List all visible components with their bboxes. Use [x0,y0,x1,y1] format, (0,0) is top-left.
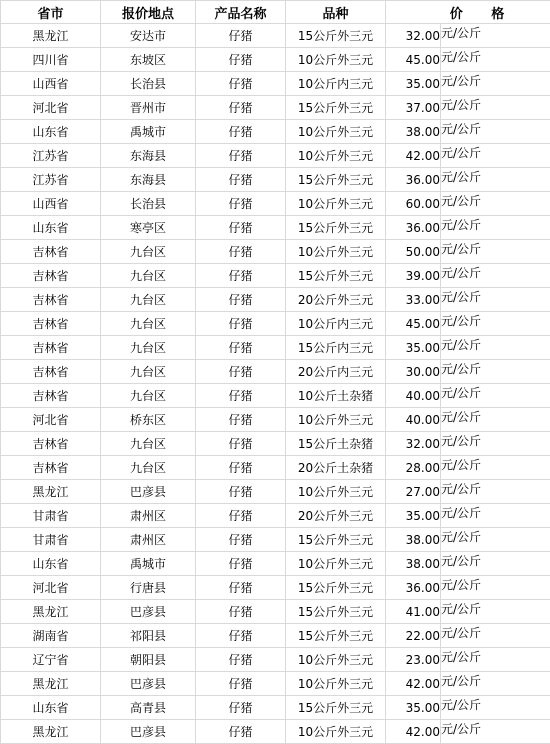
cell-unit: 元/公斤 [441,648,550,672]
cell-location: 巴彦县 [101,480,196,504]
cell-variety: 15公斤外三元 [286,600,386,624]
table-row [1,264,550,288]
cell-unit: 元/公斤 [441,264,550,288]
cell-price: 42.00 [386,720,441,744]
cell-unit: 元/公斤 [441,672,550,696]
cell-price: 45.00 [386,48,441,72]
cell-unit: 元/公斤 [441,72,550,96]
cell-location: 九台区 [101,288,196,312]
table-row [1,144,550,168]
cell-variety: 20公斤外三元 [286,504,386,528]
cell-variety: 10公斤外三元 [286,648,386,672]
cell-province: 吉林省 [1,336,101,360]
cell-province: 甘肃省 [1,528,101,552]
cell-variety: 15公斤土杂猪 [286,432,386,456]
cell-variety: 15公斤外三元 [286,696,386,720]
table-row [1,624,550,648]
header-province: 省市 [1,1,101,24]
cell-unit: 元/公斤 [441,624,550,648]
cell-unit: 元/公斤 [441,432,550,456]
cell-product: 仔猪 [196,432,286,456]
cell-product: 仔猪 [196,216,286,240]
cell-variety: 10公斤外三元 [286,240,386,264]
cell-product: 仔猪 [196,480,286,504]
table-row [1,648,550,672]
cell-province: 吉林省 [1,384,101,408]
cell-unit: 元/公斤 [441,696,550,720]
cell-location: 东海县 [101,144,196,168]
table-row [1,408,550,432]
cell-province: 吉林省 [1,432,101,456]
cell-province: 吉林省 [1,456,101,480]
cell-product: 仔猪 [196,408,286,432]
cell-province: 河北省 [1,408,101,432]
cell-unit: 元/公斤 [441,192,550,216]
cell-unit: 元/公斤 [441,240,550,264]
table-row [1,504,550,528]
cell-variety: 15公斤外三元 [286,96,386,120]
cell-unit: 元/公斤 [441,168,550,192]
cell-unit: 元/公斤 [441,144,550,168]
cell-price: 60.00 [386,192,441,216]
table-row [1,384,550,408]
cell-unit: 元/公斤 [441,288,550,312]
cell-province: 吉林省 [1,360,101,384]
table-row [1,168,550,192]
cell-location: 长治县 [101,192,196,216]
table-row [1,216,550,240]
cell-price: 35.00 [386,336,441,360]
cell-province: 山西省 [1,192,101,216]
cell-price: 37.00 [386,96,441,120]
cell-price: 27.00 [386,480,441,504]
cell-variety: 15公斤外三元 [286,168,386,192]
cell-variety: 10公斤外三元 [286,408,386,432]
table-row [1,312,550,336]
cell-province: 吉林省 [1,288,101,312]
table-row [1,456,550,480]
cell-province: 吉林省 [1,240,101,264]
cell-price: 28.00 [386,456,441,480]
cell-province: 辽宁省 [1,648,101,672]
header-price: 价 格 [386,1,550,24]
cell-unit: 元/公斤 [441,528,550,552]
cell-variety: 10公斤外三元 [286,552,386,576]
cell-product: 仔猪 [196,312,286,336]
cell-province: 河北省 [1,576,101,600]
cell-province: 四川省 [1,48,101,72]
cell-product: 仔猪 [196,72,286,96]
cell-price: 50.00 [386,240,441,264]
cell-product: 仔猪 [196,648,286,672]
table-row [1,672,550,696]
cell-unit: 元/公斤 [441,120,550,144]
cell-product: 仔猪 [196,48,286,72]
cell-product: 仔猪 [196,96,286,120]
cell-price: 22.00 [386,624,441,648]
cell-location: 九台区 [101,336,196,360]
cell-province: 山东省 [1,552,101,576]
cell-location: 九台区 [101,312,196,336]
cell-variety: 15公斤外三元 [286,24,386,48]
header-row [1,1,550,24]
cell-unit: 元/公斤 [441,480,550,504]
cell-province: 山西省 [1,72,101,96]
cell-variety: 10公斤外三元 [286,144,386,168]
cell-product: 仔猪 [196,192,286,216]
table-row [1,720,550,744]
cell-variety: 10公斤外三元 [286,192,386,216]
cell-province: 吉林省 [1,312,101,336]
cell-variety: 10公斤内三元 [286,72,386,96]
table-row [1,360,550,384]
table-row [1,336,550,360]
cell-province: 黑龙江 [1,600,101,624]
cell-price: 35.00 [386,504,441,528]
cell-variety: 20公斤土杂猪 [286,456,386,480]
cell-price: 40.00 [386,408,441,432]
cell-location: 九台区 [101,240,196,264]
table-row [1,48,550,72]
cell-unit: 元/公斤 [441,552,550,576]
cell-product: 仔猪 [196,288,286,312]
cell-province: 山东省 [1,120,101,144]
cell-location: 巴彦县 [101,672,196,696]
cell-unit: 元/公斤 [441,576,550,600]
cell-location: 九台区 [101,456,196,480]
cell-location: 九台区 [101,432,196,456]
cell-product: 仔猪 [196,720,286,744]
cell-product: 仔猪 [196,624,286,648]
cell-unit: 元/公斤 [441,408,550,432]
cell-province: 黑龙江 [1,672,101,696]
cell-unit: 元/公斤 [441,384,550,408]
table-row [1,432,550,456]
table-row [1,576,550,600]
cell-product: 仔猪 [196,384,286,408]
table-body [1,24,550,744]
cell-product: 仔猪 [196,120,286,144]
cell-province: 黑龙江 [1,480,101,504]
cell-price: 32.00 [386,24,441,48]
cell-product: 仔猪 [196,552,286,576]
table-row [1,288,550,312]
cell-province: 江苏省 [1,144,101,168]
cell-province: 山东省 [1,696,101,720]
table-row [1,600,550,624]
cell-variety: 10公斤外三元 [286,48,386,72]
cell-variety: 15公斤外三元 [286,624,386,648]
cell-variety: 20公斤内三元 [286,360,386,384]
cell-price: 39.00 [386,264,441,288]
cell-variety: 20公斤外三元 [286,288,386,312]
table-row [1,240,550,264]
cell-variety: 10公斤外三元 [286,120,386,144]
cell-variety: 10公斤外三元 [286,672,386,696]
cell-product: 仔猪 [196,504,286,528]
cell-price: 35.00 [386,72,441,96]
header-variety: 品种 [286,1,386,24]
cell-province: 山东省 [1,216,101,240]
cell-variety: 10公斤外三元 [286,720,386,744]
cell-location: 巴彦县 [101,720,196,744]
cell-location: 九台区 [101,360,196,384]
cell-unit: 元/公斤 [441,24,550,48]
cell-variety: 15公斤外三元 [286,216,386,240]
cell-product: 仔猪 [196,336,286,360]
cell-product: 仔猪 [196,456,286,480]
cell-product: 仔猪 [196,240,286,264]
cell-unit: 元/公斤 [441,360,550,384]
cell-variety: 10公斤内三元 [286,312,386,336]
cell-location: 朝阳县 [101,648,196,672]
cell-price: 42.00 [386,672,441,696]
cell-price: 33.00 [386,288,441,312]
cell-product: 仔猪 [196,672,286,696]
cell-location: 肃州区 [101,528,196,552]
cell-product: 仔猪 [196,600,286,624]
cell-variety: 15公斤外三元 [286,264,386,288]
cell-product: 仔猪 [196,528,286,552]
cell-province: 甘肃省 [1,504,101,528]
table-row [1,120,550,144]
table-row [1,24,550,48]
cell-product: 仔猪 [196,360,286,384]
cell-price: 45.00 [386,312,441,336]
cell-variety: 15公斤外三元 [286,528,386,552]
cell-price: 38.00 [386,552,441,576]
cell-price: 32.00 [386,432,441,456]
cell-unit: 元/公斤 [441,312,550,336]
cell-unit: 元/公斤 [441,336,550,360]
cell-location: 桥东区 [101,408,196,432]
cell-price: 23.00 [386,648,441,672]
cell-product: 仔猪 [196,576,286,600]
cell-product: 仔猪 [196,264,286,288]
cell-unit: 元/公斤 [441,600,550,624]
cell-price: 36.00 [386,168,441,192]
cell-product: 仔猪 [196,696,286,720]
cell-location: 祁阳县 [101,624,196,648]
cell-province: 黑龙江 [1,24,101,48]
cell-unit: 元/公斤 [441,720,550,744]
cell-price: 42.00 [386,144,441,168]
cell-unit: 元/公斤 [441,96,550,120]
cell-unit: 元/公斤 [441,456,550,480]
cell-province: 湖南省 [1,624,101,648]
cell-location: 晋州市 [101,96,196,120]
cell-location: 肃州区 [101,504,196,528]
cell-unit: 元/公斤 [441,48,550,72]
cell-location: 寒亭区 [101,216,196,240]
cell-price: 35.00 [386,696,441,720]
cell-location: 九台区 [101,264,196,288]
cell-location: 行唐县 [101,576,196,600]
header-location: 报价地点 [101,1,196,24]
cell-location: 禹城市 [101,120,196,144]
cell-unit: 元/公斤 [441,504,550,528]
cell-province: 吉林省 [1,264,101,288]
cell-price: 38.00 [386,528,441,552]
cell-province: 江苏省 [1,168,101,192]
cell-product: 仔猪 [196,144,286,168]
cell-location: 安达市 [101,24,196,48]
cell-price: 40.00 [386,384,441,408]
cell-location: 禹城市 [101,552,196,576]
table-row [1,192,550,216]
table-row [1,72,550,96]
cell-variety: 15公斤外三元 [286,576,386,600]
cell-location: 东坡区 [101,48,196,72]
cell-price: 41.00 [386,600,441,624]
cell-product: 仔猪 [196,168,286,192]
cell-province: 河北省 [1,96,101,120]
cell-location: 九台区 [101,384,196,408]
table-row [1,696,550,720]
cell-variety: 15公斤内三元 [286,336,386,360]
header-product: 产品名称 [196,1,286,24]
cell-province: 黑龙江 [1,720,101,744]
cell-location: 高青县 [101,696,196,720]
cell-variety: 10公斤外三元 [286,480,386,504]
cell-product: 仔猪 [196,24,286,48]
cell-price: 30.00 [386,360,441,384]
cell-location: 东海县 [101,168,196,192]
cell-price: 36.00 [386,216,441,240]
cell-price: 38.00 [386,120,441,144]
cell-unit: 元/公斤 [441,216,550,240]
table-row [1,96,550,120]
cell-location: 巴彦县 [101,600,196,624]
table-row [1,552,550,576]
cell-variety: 10公斤土杂猪 [286,384,386,408]
cell-location: 长治县 [101,72,196,96]
table-row [1,480,550,504]
cell-price: 36.00 [386,576,441,600]
table-row [1,528,550,552]
